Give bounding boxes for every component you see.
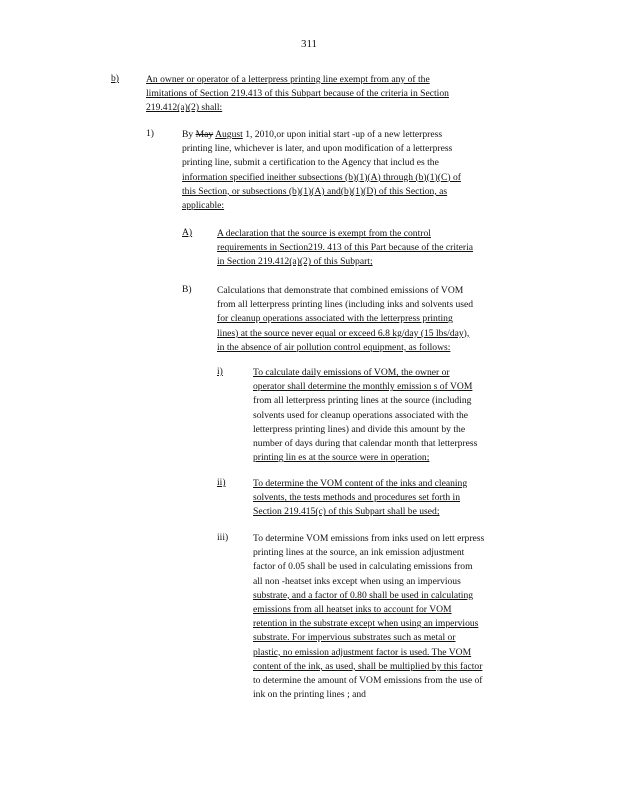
item-i-line: To calculate daily emissions of VOM, the owner or bbox=[253, 367, 450, 378]
item-iii-line: substrate, and a factor of 0.80 shall be used in calculating bbox=[253, 589, 474, 601]
item-a-line: requirements in Section219. 413 of this Part because of the criteria bbox=[217, 242, 474, 254]
item-iii-line: To determine VOM emissions from inks used on lett erpress bbox=[253, 533, 485, 544]
item-ii-line: solvents, the tests methods and procedures set forth in bbox=[253, 492, 461, 504]
item-a-label: A) bbox=[182, 227, 193, 238]
item-iii-line: factor of 0.05 shall be used in calculating emissions from bbox=[253, 561, 473, 573]
item-a-text bbox=[217, 227, 537, 270]
item-i-label: i) bbox=[217, 366, 223, 377]
item-1-line-1: By May August 1, 2010,or upon initial start -up of a new letterpress bbox=[182, 129, 443, 140]
item-ii-text bbox=[253, 477, 528, 520]
item-1-line: applicable: bbox=[182, 200, 225, 212]
item-1-line: this Section, or subsections (b)(1)(A) and(b)(1)(D) of this Section, as bbox=[182, 185, 448, 197]
item-1-line: printing line, submit a certification to the Agency that includ es the bbox=[182, 157, 439, 169]
item-b-upper-line: in the absence of air pollution control equipment, as follows: bbox=[217, 341, 451, 353]
item-iii-line: printing lines at the source, an ink emission adjustment bbox=[253, 547, 465, 559]
item-iii-line: plastic, no emission adjustment factor is used. The VOM bbox=[253, 646, 472, 658]
item-1-line: information specified ineither subsections (b)(1)(A) through (b)(1)(C) of bbox=[182, 171, 461, 183]
item-b-upper-text bbox=[217, 284, 537, 355]
item-ii-label: ii) bbox=[217, 477, 226, 488]
item-ii-line: To determine the VOM content of the inks and cleaning bbox=[253, 478, 468, 489]
item-b-upper-line: for cleanup operations associated with the letterpress printing bbox=[217, 313, 453, 325]
item-1-text bbox=[182, 128, 534, 213]
item-i-line: from all letterpress printing lines at the source (including bbox=[253, 395, 472, 407]
item-i-text bbox=[253, 366, 528, 465]
item-a-line: A declaration that the source is exempt from the control bbox=[217, 228, 431, 239]
item-iii-text bbox=[253, 532, 548, 702]
item-iii-line: retention in the substrate except when using an impervious bbox=[253, 618, 479, 630]
inserted-text: August bbox=[215, 129, 243, 140]
item-b-line: 219.412(a)(2) shall: bbox=[146, 102, 223, 114]
item-b-upper-line: lines) at the source never equal or exceed 6.8 kg/day (15 lbs/day), bbox=[217, 327, 470, 339]
item-1-label: 1) bbox=[146, 128, 154, 139]
item-i-line: letterpress printing lines) and divide this amount by the bbox=[253, 423, 466, 435]
item-iii-line: to determine the amount of VOM emissions from the use of bbox=[253, 675, 483, 687]
item-b-upper-label: B) bbox=[182, 284, 192, 295]
item-i-line: operator shall determine the monthly emission s of VOM bbox=[253, 381, 473, 393]
page-number: 311 bbox=[300, 38, 318, 50]
item-b-label: b) bbox=[111, 73, 119, 84]
item-b-upper-line: from all letterpress printing lines (including inks and solvents used bbox=[217, 299, 474, 311]
item-iii-line: substrate. For impervious substrates such as metal or bbox=[253, 632, 456, 644]
item-i-line: printing lin es at the source were in operation; bbox=[253, 452, 430, 464]
struck-text: May bbox=[195, 129, 214, 140]
item-iii-line: content of the ink, as used, shall be multiplied by this factor bbox=[253, 660, 483, 672]
item-1-line: printing line, whichever is later, and upon modification of a letterpress bbox=[182, 143, 453, 155]
item-b-line: An owner or operator of a letterpress printing line exempt from any of the bbox=[146, 74, 430, 85]
item-iii-line: emissions from all heatset inks to account for VOM bbox=[253, 604, 452, 616]
item-b-upper-line: Calculations that demonstrate that combined emissions of VOM bbox=[217, 285, 464, 296]
item-ii-line: Section 219.415(c) of this Subpart shall be used; bbox=[253, 506, 440, 518]
item-iii-line: all non -heatset inks except when using an impervious bbox=[253, 575, 461, 587]
item-a-line: in Section 219.412(a)(2) of this Subpart; bbox=[217, 256, 373, 268]
item-i-line: solvents used for cleanup operations associated with the bbox=[253, 409, 469, 421]
item-i-line: number of days during that calendar month that letterpress bbox=[253, 438, 478, 450]
item-b-line: limitations of Section 219.413 of this Subpart because of the criteria in Section bbox=[146, 88, 449, 100]
item-b-text bbox=[146, 73, 518, 116]
item-iii-line: ink on the printing lines ; and bbox=[253, 689, 366, 701]
item-iii-label: iii) bbox=[217, 532, 229, 543]
